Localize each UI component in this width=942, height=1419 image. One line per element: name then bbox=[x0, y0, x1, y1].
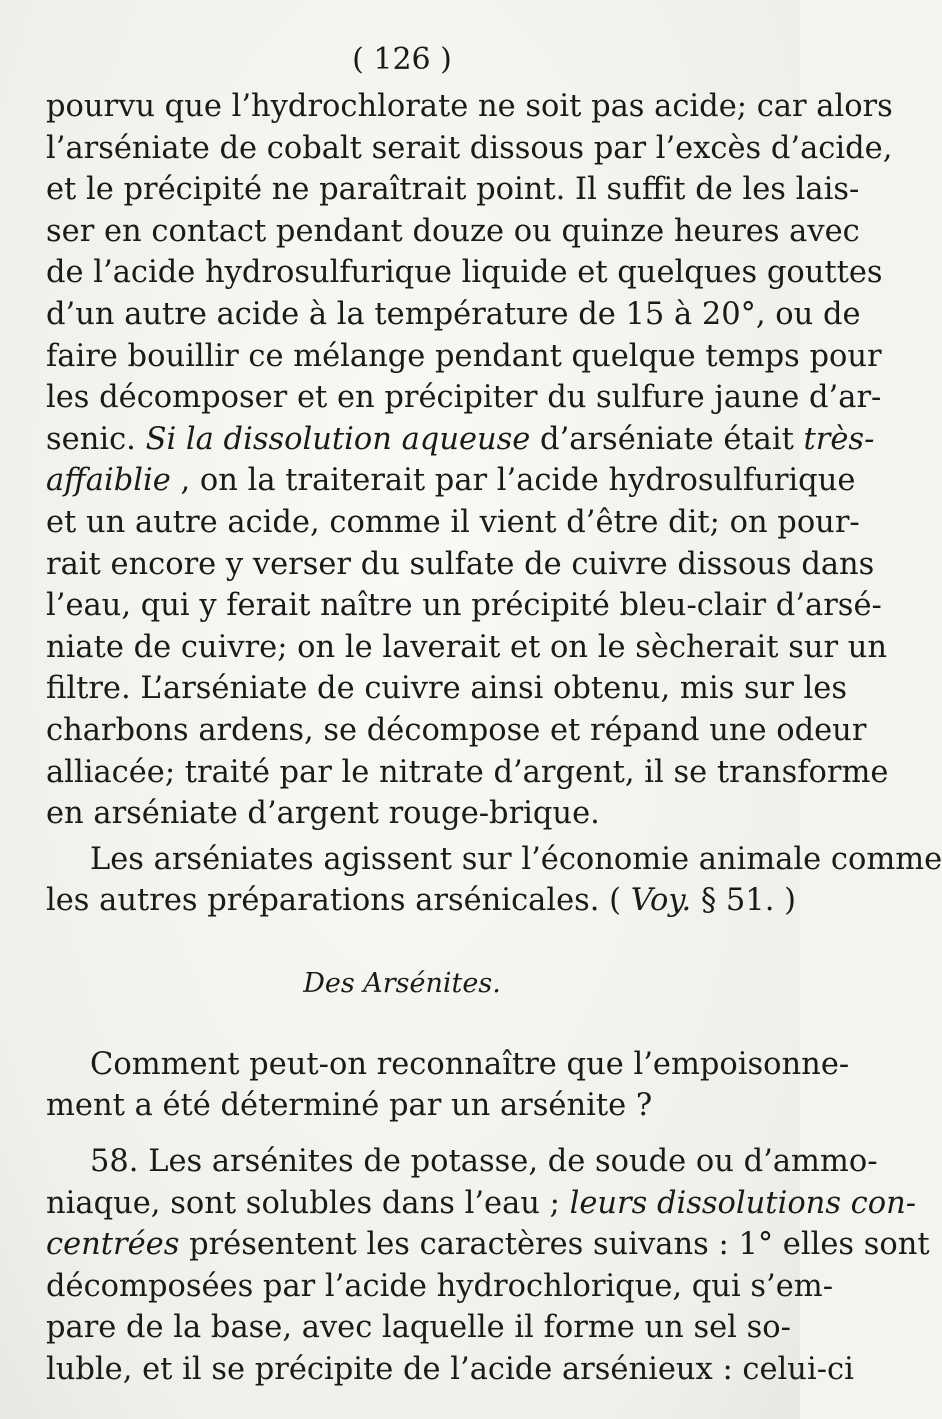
text-line: ser en contact pendant douze ou quinze heures avec bbox=[46, 213, 860, 249]
text-line: faire bouillir ce mélange pendant quelque temps pour bbox=[46, 338, 882, 374]
text-line: l’eau, qui y ferait naître un précipité bleu-clair d’arsé- bbox=[46, 588, 882, 624]
text-line bbox=[46, 419, 875, 461]
text-run: présentent les caractères suivans : 1° elles sont bbox=[179, 1227, 930, 1263]
text-line: charbons ardens, se décompose et répand une odeur bbox=[46, 712, 867, 748]
text-line: luble, et il se précipite de l’acide arsénieux : celui-ci bbox=[46, 1352, 854, 1388]
text-line: les décomposer et en précipiter du sulfure jaune d’ar- bbox=[46, 380, 882, 416]
text-line: Comment peut-on reconnaître que l’empoisonne- bbox=[90, 1046, 850, 1082]
text-line bbox=[46, 460, 856, 502]
italic-text: leurs dissolutions con- bbox=[569, 1185, 917, 1221]
text-run: , on la traiterait par l’acide hydrosulfurique bbox=[170, 463, 856, 499]
page-number: ( 126 ) bbox=[352, 42, 452, 77]
text-line: rait encore y verser du sulfate de cuivre dissous dans bbox=[46, 546, 875, 582]
italic-text: affaiblie bbox=[46, 463, 171, 499]
text-line: ment a été déterminé par un arsénite ? bbox=[46, 1088, 653, 1124]
italic-text: très- bbox=[803, 421, 875, 457]
section-heading: Des Arsénites. bbox=[303, 967, 501, 999]
text-line: d’un autre acide à la température de 15 à 20°, ou de bbox=[46, 296, 861, 332]
text-run: § 51. ) bbox=[691, 883, 796, 919]
text-line: 58. Les arsénites de potasse, de soude ou d’ammo- bbox=[90, 1144, 878, 1180]
text-line: de l’acide hydrosulfurique liquide et quelques gouttes bbox=[46, 255, 883, 291]
text-line: pare de la base, avec laquelle il forme un sel so- bbox=[46, 1310, 791, 1346]
italic-text: Voy. bbox=[630, 883, 692, 919]
text-line: alliacée; traité par le nitrate d’argent, il se transforme bbox=[46, 754, 889, 790]
text-line: filtre. L’arséniate de cuivre ainsi obtenu, mis sur les bbox=[46, 671, 847, 707]
text-line bbox=[46, 880, 796, 922]
paragraph-arseniate-cobalt bbox=[46, 86, 893, 835]
italic-text: centrées bbox=[46, 1227, 180, 1263]
paragraph-question bbox=[46, 1044, 850, 1127]
text-line: l’arséniate de cobalt serait dissous par l’excès d’acide, bbox=[46, 130, 893, 166]
text-line: niate de cuivre; on le laverait et on le sècherait sur un bbox=[46, 629, 888, 665]
text-line bbox=[46, 1224, 930, 1266]
text-run: niaque, sont solubles dans l’eau ; bbox=[46, 1185, 570, 1221]
text-line: décomposées par l’acide hydrochlorique, qui s’em- bbox=[46, 1268, 834, 1304]
text-line: en arséniate d’argent rouge-brique. bbox=[46, 796, 600, 832]
paragraph-arsenites-58 bbox=[46, 1141, 930, 1391]
text-run: senic. bbox=[46, 421, 146, 457]
paragraph-arseniates-economie bbox=[46, 839, 942, 922]
text-line: Les arséniates agissent sur l’économie animale comme bbox=[90, 841, 942, 877]
text-run: d’arséniate était bbox=[530, 421, 804, 457]
text-line: pourvu que l’hydrochlorate ne soit pas acide; car alors bbox=[46, 89, 893, 124]
text-line: et un autre acide, comme il vient d’être dit; on pour- bbox=[46, 504, 860, 540]
text-line: et le précipité ne paraîtrait point. Il suffit de les lais- bbox=[46, 172, 860, 208]
text-run: les autres préparations arsénicales. ( bbox=[46, 883, 631, 919]
italic-text: Si la dissolution aqueuse bbox=[145, 421, 531, 457]
text-line bbox=[46, 1183, 917, 1225]
